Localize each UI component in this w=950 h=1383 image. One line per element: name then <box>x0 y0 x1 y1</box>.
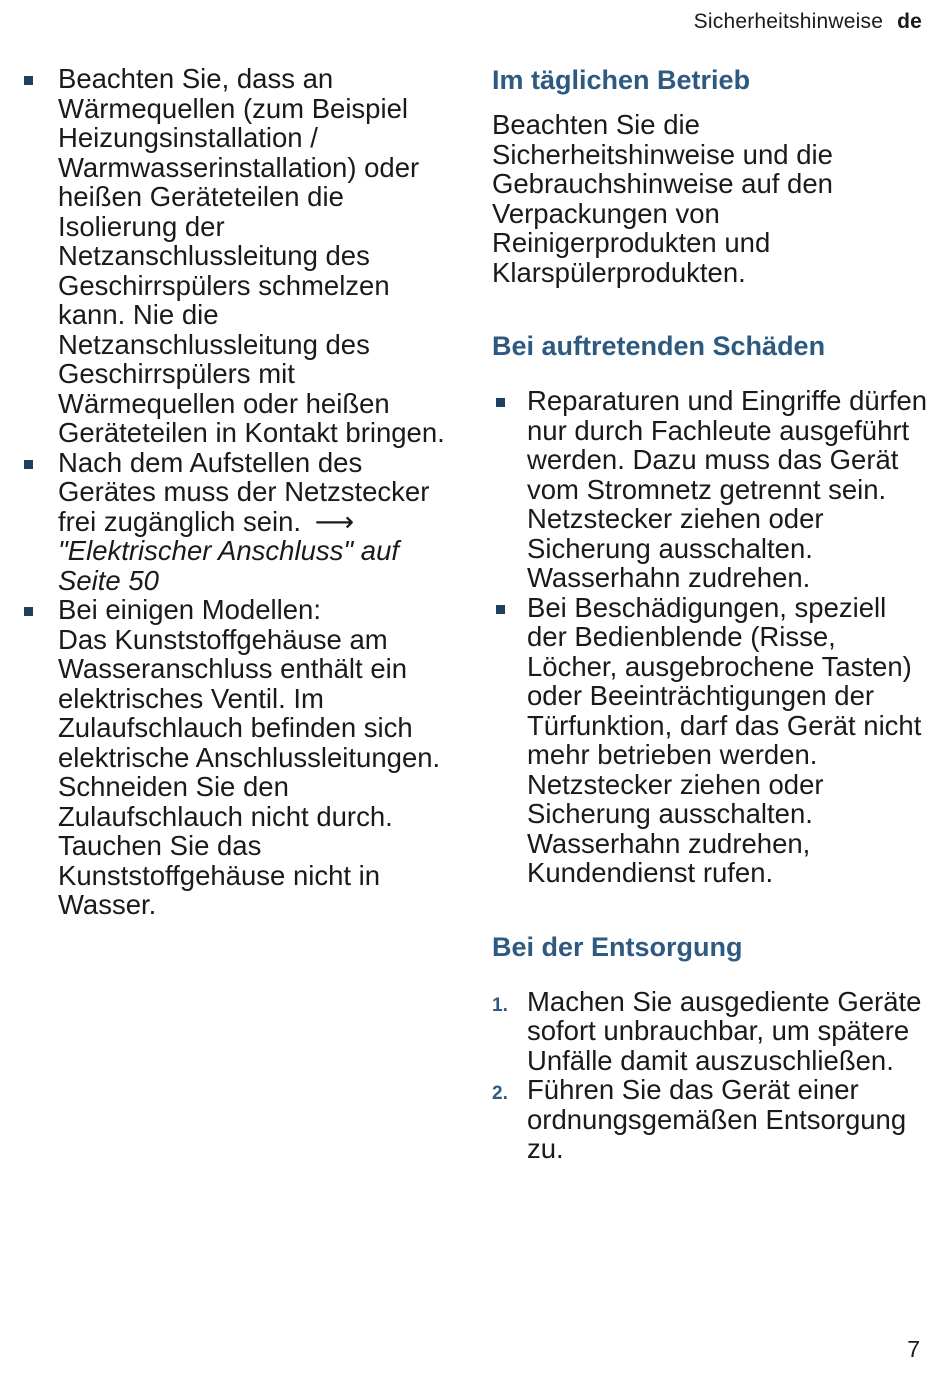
running-header <box>694 10 922 34</box>
step-number: 1. <box>492 994 508 1016</box>
list-item <box>20 448 450 596</box>
damage-bullet-list <box>492 386 932 888</box>
list-item <box>20 595 450 920</box>
arrow-right-icon: ⟶ <box>314 505 355 537</box>
list-item <box>492 593 932 888</box>
daily-paragraph: Beachten Sie die Sicherheitshinweise und die Gebrauchshinweise auf den Verpackungen von Reinigerprodukten und Klarspülerprodukten. <box>492 109 833 288</box>
header-language-code: de <box>897 10 922 33</box>
section-heading-damage: Bei auftretenden Schäden <box>492 331 826 361</box>
page-number: 7 <box>907 1336 920 1362</box>
square-bullet-icon <box>496 398 505 407</box>
section-heading-daily: Im täglichen Betrieb <box>492 65 751 95</box>
list-item <box>492 987 932 1076</box>
list-item-text: Bei Beschädigungen, speziell der Bedienblende (Risse, Löcher, ausgebrochene Tasten) oder Beeinträchtigungen der Türfunktion, darf das Gerät nicht mehr betrieben werden. Netzstecker ziehen oder Sicherung ausschalten. Wasserhahn zudrehen, Kundendienst rufen. <box>527 591 922 888</box>
list-item-text: Das Kunststoffgehäuse am Wasseranschluss enthält ein elektrisches Ventil. Im Zulaufschlauch befinden sich elektrische Anschlussleitungen. Schneiden Sie den Zulaufschlauch nicht durch. Tauchen Sie das Kunststoffgehäuse nicht in Wasser. <box>58 623 441 920</box>
square-bullet-icon <box>24 607 33 616</box>
cross-reference-link[interactable]: "Elektrischer Anschluss" auf Seite 50 <box>58 535 399 596</box>
square-bullet-icon <box>24 460 33 469</box>
list-item-text: Führen Sie das Gerät einer ordnungsgemäßen Entsorgung zu. <box>527 1074 907 1164</box>
list-item-text: Beachten Sie, dass an Wärmequellen (zum Beispiel Heizungsinstallation / Warmwasserinstallation) oder heißen Geräteteilen die Isolierung der Netzanschlussleitung des Geschirrspülers schmelzen kann. Nie die Netzanschlussleitung des Geschirrspülers mit Wärmequellen oder heißen Geräteteilen in Kontakt bringen. <box>58 63 445 448</box>
section-heading-disposal: Bei der Entsorgung <box>492 931 743 962</box>
list-item <box>492 1075 932 1164</box>
list-item-lead: Bei einigen Modellen: <box>58 594 321 625</box>
list-item <box>20 64 450 448</box>
list-item-text: Nach dem Aufstellen des Gerätes muss der Netzstecker frei zugänglich sein. <box>58 446 430 537</box>
step-number: 2. <box>492 1083 508 1104</box>
header-section-title: Sicherheitshinweise <box>693 10 884 33</box>
square-bullet-icon <box>24 76 33 85</box>
safety-bullet-list <box>20 64 450 920</box>
square-bullet-icon <box>496 605 505 614</box>
list-item-text: Machen Sie ausgediente Geräte sofort unbrauchbar, um spätere Unfälle damit auszuschließen. <box>527 985 922 1076</box>
left-column <box>20 64 450 920</box>
list-item-text: Reparaturen und Eingriffe dürfen nur durch Fachleute ausgeführt werden. Dazu muss das Gerät vom Stromnetz getrennt sein. Netzstecker ziehen oder Sicherung ausschalten. Wasserhahn zudrehen. <box>527 385 928 593</box>
right-column <box>492 64 932 1164</box>
list-item <box>492 386 932 593</box>
disposal-step-list <box>492 987 932 1164</box>
